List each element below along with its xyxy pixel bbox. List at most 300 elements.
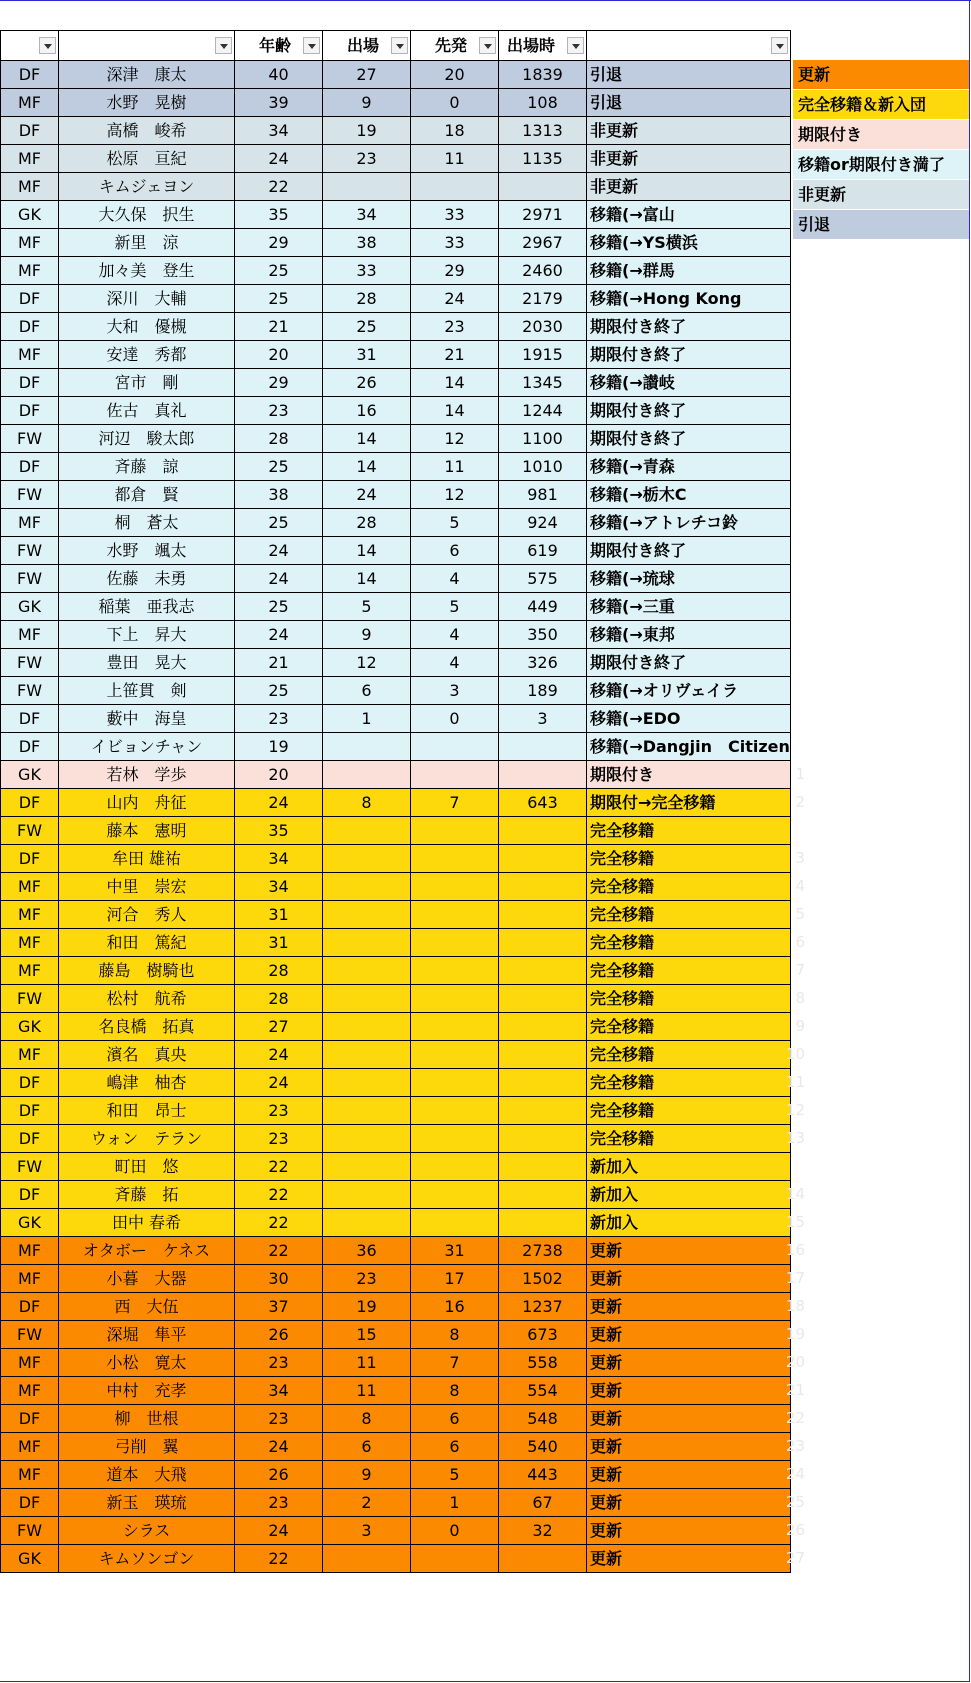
cell-starts[interactable] bbox=[411, 761, 499, 789]
cell-appearances[interactable]: 23 bbox=[323, 145, 411, 173]
cell-age[interactable]: 23 bbox=[235, 1097, 323, 1125]
cell-age[interactable]: 34 bbox=[235, 117, 323, 145]
cell-player-name[interactable]: 西 大伍 bbox=[59, 1293, 235, 1321]
cell-age[interactable]: 28 bbox=[235, 425, 323, 453]
cell-appearances[interactable]: 34 bbox=[323, 201, 411, 229]
cell-starts[interactable]: 24 bbox=[411, 285, 499, 313]
cell-starts[interactable]: 1 bbox=[411, 1489, 499, 1517]
cell-position[interactable]: MF bbox=[1, 1237, 59, 1265]
cell-status[interactable] bbox=[587, 425, 791, 453]
cell-player-name[interactable]: 佐藤 未勇 bbox=[59, 565, 235, 593]
cell-age[interactable]: 25 bbox=[235, 509, 323, 537]
filter-dropdown-button[interactable] bbox=[215, 37, 232, 54]
cell-status[interactable] bbox=[587, 257, 791, 285]
cell-player-name[interactable]: 町田 悠 bbox=[59, 1153, 235, 1181]
cell-position[interactable]: DF bbox=[1, 117, 59, 145]
cell-age[interactable]: 21 bbox=[235, 649, 323, 677]
cell-age[interactable]: 29 bbox=[235, 369, 323, 397]
cell-player-name[interactable]: 大久保 択生 bbox=[59, 201, 235, 229]
cell-appearances[interactable]: 11 bbox=[323, 1349, 411, 1377]
cell-starts[interactable]: 8 bbox=[411, 1377, 499, 1405]
cell-player-name[interactable]: 柳 世根 bbox=[59, 1405, 235, 1433]
cell-player-name[interactable]: 藤本 憲明 bbox=[59, 817, 235, 845]
cell-age[interactable]: 25 bbox=[235, 677, 323, 705]
cell-starts[interactable]: 11 bbox=[411, 453, 499, 481]
cell-status[interactable] bbox=[587, 1293, 791, 1321]
cell-status[interactable] bbox=[587, 593, 791, 621]
cell-minutes[interactable] bbox=[499, 985, 587, 1013]
cell-starts[interactable] bbox=[411, 1097, 499, 1125]
cell-status[interactable] bbox=[587, 705, 791, 733]
cell-position[interactable]: DF bbox=[1, 1069, 59, 1097]
cell-minutes[interactable]: 350 bbox=[499, 621, 587, 649]
cell-position[interactable]: MF bbox=[1, 901, 59, 929]
cell-age[interactable]: 21 bbox=[235, 313, 323, 341]
cell-minutes[interactable]: 924 bbox=[499, 509, 587, 537]
cell-position[interactable]: GK bbox=[1, 593, 59, 621]
cell-starts[interactable]: 6 bbox=[411, 537, 499, 565]
cell-minutes[interactable]: 32 bbox=[499, 1517, 587, 1545]
cell-minutes[interactable]: 981 bbox=[499, 481, 587, 509]
cell-status[interactable] bbox=[587, 173, 791, 201]
cell-starts[interactable]: 4 bbox=[411, 649, 499, 677]
filter-dropdown-button[interactable] bbox=[567, 37, 584, 54]
cell-appearances[interactable]: 1 bbox=[323, 705, 411, 733]
cell-player-name[interactable]: オタボー ケネス bbox=[59, 1237, 235, 1265]
cell-starts[interactable]: 23 bbox=[411, 313, 499, 341]
cell-player-name[interactable]: キムソンゴン bbox=[59, 1545, 235, 1573]
cell-starts[interactable]: 31 bbox=[411, 1237, 499, 1265]
cell-minutes[interactable] bbox=[499, 1125, 587, 1153]
cell-status[interactable] bbox=[587, 285, 791, 313]
cell-position[interactable]: GK bbox=[1, 1209, 59, 1237]
cell-position[interactable]: GK bbox=[1, 1013, 59, 1041]
cell-status[interactable] bbox=[587, 1545, 791, 1573]
cell-appearances[interactable] bbox=[323, 1041, 411, 1069]
cell-starts[interactable] bbox=[411, 957, 499, 985]
cell-player-name[interactable]: ウォン テラン bbox=[59, 1125, 235, 1153]
cell-appearances[interactable]: 5 bbox=[323, 593, 411, 621]
cell-minutes[interactable]: 1839 bbox=[499, 61, 587, 89]
cell-starts[interactable]: 4 bbox=[411, 565, 499, 593]
cell-player-name[interactable]: 河辺 駿太郎 bbox=[59, 425, 235, 453]
cell-status[interactable] bbox=[587, 537, 791, 565]
cell-starts[interactable]: 3 bbox=[411, 677, 499, 705]
cell-player-name[interactable]: 若林 学歩 bbox=[59, 761, 235, 789]
cell-appearances[interactable] bbox=[323, 1013, 411, 1041]
cell-minutes[interactable]: 108 bbox=[499, 89, 587, 117]
cell-status[interactable] bbox=[587, 341, 791, 369]
cell-appearances[interactable]: 16 bbox=[323, 397, 411, 425]
cell-age[interactable]: 25 bbox=[235, 285, 323, 313]
cell-status[interactable] bbox=[587, 369, 791, 397]
cell-position[interactable]: GK bbox=[1, 201, 59, 229]
cell-appearances[interactable] bbox=[323, 1097, 411, 1125]
cell-minutes[interactable]: 67 bbox=[499, 1489, 587, 1517]
cell-starts[interactable] bbox=[411, 1041, 499, 1069]
cell-position[interactable]: DF bbox=[1, 789, 59, 817]
cell-appearances[interactable]: 31 bbox=[323, 341, 411, 369]
cell-player-name[interactable]: キムジェヨン bbox=[59, 173, 235, 201]
cell-starts[interactable] bbox=[411, 1181, 499, 1209]
cell-starts[interactable]: 20 bbox=[411, 61, 499, 89]
cell-starts[interactable] bbox=[411, 1545, 499, 1573]
cell-position[interactable]: DF bbox=[1, 397, 59, 425]
cell-minutes[interactable] bbox=[499, 173, 587, 201]
cell-starts[interactable]: 4 bbox=[411, 621, 499, 649]
cell-starts[interactable]: 16 bbox=[411, 1293, 499, 1321]
cell-status[interactable] bbox=[587, 649, 791, 677]
cell-appearances[interactable]: 2 bbox=[323, 1489, 411, 1517]
cell-minutes[interactable] bbox=[499, 957, 587, 985]
cell-minutes[interactable]: 2179 bbox=[499, 285, 587, 313]
cell-appearances[interactable]: 14 bbox=[323, 425, 411, 453]
cell-starts[interactable] bbox=[411, 733, 499, 761]
cell-position[interactable]: MF bbox=[1, 1265, 59, 1293]
cell-player-name[interactable]: 都倉 賢 bbox=[59, 481, 235, 509]
cell-minutes[interactable] bbox=[499, 1041, 587, 1069]
cell-status[interactable] bbox=[587, 1517, 791, 1545]
cell-status[interactable] bbox=[587, 313, 791, 341]
cell-position[interactable]: MF bbox=[1, 929, 59, 957]
cell-position[interactable]: MF bbox=[1, 873, 59, 901]
cell-starts[interactable]: 29 bbox=[411, 257, 499, 285]
cell-age[interactable]: 24 bbox=[235, 1041, 323, 1069]
cell-age[interactable]: 37 bbox=[235, 1293, 323, 1321]
cell-age[interactable]: 28 bbox=[235, 957, 323, 985]
cell-status[interactable] bbox=[587, 1237, 791, 1265]
cell-player-name[interactable]: 加々美 登生 bbox=[59, 257, 235, 285]
cell-appearances[interactable] bbox=[323, 957, 411, 985]
cell-position[interactable]: DF bbox=[1, 1097, 59, 1125]
cell-minutes[interactable]: 673 bbox=[499, 1321, 587, 1349]
cell-position[interactable]: DF bbox=[1, 705, 59, 733]
cell-player-name[interactable]: 稲葉 亜我志 bbox=[59, 593, 235, 621]
cell-player-name[interactable]: 新玉 瑛琉 bbox=[59, 1489, 235, 1517]
cell-player-name[interactable]: 濱名 真央 bbox=[59, 1041, 235, 1069]
cell-starts[interactable]: 17 bbox=[411, 1265, 499, 1293]
cell-age[interactable]: 22 bbox=[235, 1181, 323, 1209]
cell-player-name[interactable]: 藤島 樹騎也 bbox=[59, 957, 235, 985]
cell-position[interactable]: DF bbox=[1, 285, 59, 313]
cell-position[interactable]: FW bbox=[1, 565, 59, 593]
cell-minutes[interactable]: 1010 bbox=[499, 453, 587, 481]
cell-appearances[interactable]: 26 bbox=[323, 369, 411, 397]
cell-starts[interactable] bbox=[411, 1013, 499, 1041]
cell-minutes[interactable]: 548 bbox=[499, 1405, 587, 1433]
cell-appearances[interactable] bbox=[323, 733, 411, 761]
cell-age[interactable]: 23 bbox=[235, 1405, 323, 1433]
cell-age[interactable]: 26 bbox=[235, 1321, 323, 1349]
cell-starts[interactable] bbox=[411, 873, 499, 901]
cell-age[interactable]: 22 bbox=[235, 1153, 323, 1181]
cell-appearances[interactable]: 14 bbox=[323, 565, 411, 593]
cell-player-name[interactable]: 中村 充孝 bbox=[59, 1377, 235, 1405]
cell-status[interactable] bbox=[587, 229, 791, 257]
cell-age[interactable]: 23 bbox=[235, 1489, 323, 1517]
cell-position[interactable]: FW bbox=[1, 1517, 59, 1545]
cell-player-name[interactable]: 高橋 峻希 bbox=[59, 117, 235, 145]
cell-minutes[interactable]: 643 bbox=[499, 789, 587, 817]
cell-age[interactable]: 25 bbox=[235, 453, 323, 481]
cell-status[interactable] bbox=[587, 1125, 791, 1153]
cell-status[interactable] bbox=[587, 761, 791, 789]
cell-position[interactable]: MF bbox=[1, 1349, 59, 1377]
cell-player-name[interactable]: 名良橋 拓真 bbox=[59, 1013, 235, 1041]
cell-player-name[interactable]: 牟田 雄祐 bbox=[59, 845, 235, 873]
cell-starts[interactable]: 11 bbox=[411, 145, 499, 173]
cell-position[interactable]: MF bbox=[1, 257, 59, 285]
cell-player-name[interactable]: 河合 秀人 bbox=[59, 901, 235, 929]
cell-minutes[interactable] bbox=[499, 1153, 587, 1181]
cell-status[interactable] bbox=[587, 453, 791, 481]
cell-appearances[interactable] bbox=[323, 929, 411, 957]
cell-status[interactable] bbox=[587, 1489, 791, 1517]
cell-age[interactable]: 35 bbox=[235, 817, 323, 845]
cell-appearances[interactable]: 38 bbox=[323, 229, 411, 257]
cell-appearances[interactable] bbox=[323, 901, 411, 929]
cell-status[interactable] bbox=[587, 1041, 791, 1069]
cell-player-name[interactable]: 田中 春希 bbox=[59, 1209, 235, 1237]
cell-age[interactable]: 40 bbox=[235, 61, 323, 89]
cell-minutes[interactable]: 2967 bbox=[499, 229, 587, 257]
cell-status[interactable] bbox=[587, 621, 791, 649]
cell-status[interactable] bbox=[587, 1321, 791, 1349]
cell-position[interactable]: FW bbox=[1, 1321, 59, 1349]
cell-minutes[interactable] bbox=[499, 1545, 587, 1573]
cell-position[interactable]: FW bbox=[1, 537, 59, 565]
cell-appearances[interactable] bbox=[323, 1153, 411, 1181]
cell-player-name[interactable]: 和田 昂士 bbox=[59, 1097, 235, 1125]
cell-position[interactable]: DF bbox=[1, 313, 59, 341]
cell-status[interactable] bbox=[587, 1433, 791, 1461]
cell-minutes[interactable]: 3 bbox=[499, 705, 587, 733]
cell-minutes[interactable] bbox=[499, 1209, 587, 1237]
cell-status[interactable] bbox=[587, 985, 791, 1013]
cell-age[interactable]: 19 bbox=[235, 733, 323, 761]
cell-starts[interactable] bbox=[411, 845, 499, 873]
cell-appearances[interactable] bbox=[323, 1209, 411, 1237]
cell-starts[interactable]: 21 bbox=[411, 341, 499, 369]
cell-age[interactable]: 25 bbox=[235, 593, 323, 621]
cell-age[interactable]: 38 bbox=[235, 481, 323, 509]
cell-appearances[interactable]: 9 bbox=[323, 621, 411, 649]
cell-starts[interactable]: 0 bbox=[411, 705, 499, 733]
cell-position[interactable]: DF bbox=[1, 369, 59, 397]
cell-minutes[interactable]: 443 bbox=[499, 1461, 587, 1489]
cell-position[interactable]: MF bbox=[1, 957, 59, 985]
cell-starts[interactable] bbox=[411, 817, 499, 845]
cell-appearances[interactable]: 14 bbox=[323, 537, 411, 565]
cell-starts[interactable]: 33 bbox=[411, 201, 499, 229]
cell-age[interactable]: 30 bbox=[235, 1265, 323, 1293]
cell-age[interactable]: 24 bbox=[235, 1517, 323, 1545]
cell-appearances[interactable]: 25 bbox=[323, 313, 411, 341]
cell-player-name[interactable]: 宮市 剛 bbox=[59, 369, 235, 397]
filter-dropdown-button[interactable] bbox=[303, 37, 320, 54]
cell-status[interactable] bbox=[587, 1097, 791, 1125]
cell-position[interactable]: MF bbox=[1, 173, 59, 201]
cell-status[interactable] bbox=[587, 1013, 791, 1041]
cell-position[interactable]: GK bbox=[1, 761, 59, 789]
cell-status[interactable] bbox=[587, 117, 791, 145]
cell-age[interactable]: 22 bbox=[235, 173, 323, 201]
cell-status[interactable] bbox=[587, 61, 791, 89]
cell-status[interactable] bbox=[587, 1405, 791, 1433]
cell-player-name[interactable]: 嶋津 柚杏 bbox=[59, 1069, 235, 1097]
cell-starts[interactable] bbox=[411, 1069, 499, 1097]
cell-status[interactable] bbox=[587, 873, 791, 901]
cell-player-name[interactable]: 深川 大輔 bbox=[59, 285, 235, 313]
cell-player-name[interactable]: 安達 秀都 bbox=[59, 341, 235, 369]
cell-age[interactable]: 29 bbox=[235, 229, 323, 257]
cell-starts[interactable]: 7 bbox=[411, 789, 499, 817]
cell-age[interactable]: 34 bbox=[235, 1377, 323, 1405]
cell-age[interactable]: 20 bbox=[235, 761, 323, 789]
cell-minutes[interactable]: 1244 bbox=[499, 397, 587, 425]
cell-age[interactable]: 23 bbox=[235, 705, 323, 733]
cell-starts[interactable]: 6 bbox=[411, 1405, 499, 1433]
cell-position[interactable]: MF bbox=[1, 509, 59, 537]
cell-player-name[interactable]: 深津 康太 bbox=[59, 61, 235, 89]
cell-position[interactable]: FW bbox=[1, 649, 59, 677]
filter-dropdown-button[interactable] bbox=[479, 37, 496, 54]
cell-player-name[interactable]: 大和 優槻 bbox=[59, 313, 235, 341]
cell-minutes[interactable]: 2460 bbox=[499, 257, 587, 285]
cell-position[interactable]: DF bbox=[1, 1489, 59, 1517]
cell-minutes[interactable]: 540 bbox=[499, 1433, 587, 1461]
cell-position[interactable]: GK bbox=[1, 1545, 59, 1573]
cell-appearances[interactable] bbox=[323, 761, 411, 789]
cell-position[interactable]: MF bbox=[1, 229, 59, 257]
cell-player-name[interactable]: 深堀 隼平 bbox=[59, 1321, 235, 1349]
cell-age[interactable]: 24 bbox=[235, 621, 323, 649]
cell-status[interactable] bbox=[587, 1377, 791, 1405]
cell-starts[interactable]: 18 bbox=[411, 117, 499, 145]
cell-player-name[interactable]: 新里 涼 bbox=[59, 229, 235, 257]
cell-minutes[interactable]: 2030 bbox=[499, 313, 587, 341]
cell-starts[interactable] bbox=[411, 929, 499, 957]
cell-status[interactable] bbox=[587, 1209, 791, 1237]
cell-age[interactable]: 24 bbox=[235, 565, 323, 593]
cell-starts[interactable]: 6 bbox=[411, 1433, 499, 1461]
cell-appearances[interactable]: 19 bbox=[323, 1293, 411, 1321]
cell-starts[interactable]: 14 bbox=[411, 397, 499, 425]
cell-position[interactable]: MF bbox=[1, 621, 59, 649]
cell-player-name[interactable]: 小松 寛太 bbox=[59, 1349, 235, 1377]
cell-player-name[interactable]: シラス bbox=[59, 1517, 235, 1545]
cell-minutes[interactable]: 449 bbox=[499, 593, 587, 621]
cell-starts[interactable] bbox=[411, 1153, 499, 1181]
cell-position[interactable]: MF bbox=[1, 1041, 59, 1069]
cell-minutes[interactable]: 1502 bbox=[499, 1265, 587, 1293]
cell-position[interactable]: MF bbox=[1, 1377, 59, 1405]
cell-status[interactable] bbox=[587, 677, 791, 705]
cell-player-name[interactable]: 佐古 真礼 bbox=[59, 397, 235, 425]
cell-age[interactable]: 34 bbox=[235, 873, 323, 901]
cell-position[interactable]: FW bbox=[1, 481, 59, 509]
cell-appearances[interactable] bbox=[323, 985, 411, 1013]
cell-appearances[interactable]: 8 bbox=[323, 789, 411, 817]
cell-minutes[interactable]: 1135 bbox=[499, 145, 587, 173]
cell-appearances[interactable] bbox=[323, 845, 411, 873]
cell-starts[interactable]: 14 bbox=[411, 369, 499, 397]
cell-appearances[interactable]: 11 bbox=[323, 1377, 411, 1405]
cell-position[interactable]: FW bbox=[1, 677, 59, 705]
cell-age[interactable]: 22 bbox=[235, 1237, 323, 1265]
cell-position[interactable]: MF bbox=[1, 341, 59, 369]
cell-appearances[interactable] bbox=[323, 817, 411, 845]
cell-age[interactable]: 20 bbox=[235, 341, 323, 369]
cell-position[interactable]: DF bbox=[1, 845, 59, 873]
cell-status[interactable] bbox=[587, 1461, 791, 1489]
cell-starts[interactable] bbox=[411, 1125, 499, 1153]
cell-minutes[interactable] bbox=[499, 873, 587, 901]
cell-player-name[interactable]: 藪中 海皇 bbox=[59, 705, 235, 733]
cell-player-name[interactable]: 豊田 晃大 bbox=[59, 649, 235, 677]
cell-minutes[interactable] bbox=[499, 1069, 587, 1097]
cell-position[interactable]: DF bbox=[1, 1293, 59, 1321]
cell-appearances[interactable]: 23 bbox=[323, 1265, 411, 1293]
cell-age[interactable]: 22 bbox=[235, 1545, 323, 1573]
cell-player-name[interactable]: 松村 航希 bbox=[59, 985, 235, 1013]
cell-position[interactable]: DF bbox=[1, 1125, 59, 1153]
cell-appearances[interactable] bbox=[323, 1125, 411, 1153]
cell-appearances[interactable]: 14 bbox=[323, 453, 411, 481]
cell-player-name[interactable]: 下上 昇大 bbox=[59, 621, 235, 649]
cell-status[interactable] bbox=[587, 1181, 791, 1209]
cell-player-name[interactable]: 斉藤 拓 bbox=[59, 1181, 235, 1209]
cell-starts[interactable] bbox=[411, 173, 499, 201]
cell-status[interactable] bbox=[587, 1069, 791, 1097]
cell-starts[interactable]: 8 bbox=[411, 1321, 499, 1349]
cell-starts[interactable]: 0 bbox=[411, 1517, 499, 1545]
cell-status[interactable] bbox=[587, 817, 791, 845]
cell-appearances[interactable]: 12 bbox=[323, 649, 411, 677]
cell-player-name[interactable]: 水野 颯太 bbox=[59, 537, 235, 565]
cell-minutes[interactable] bbox=[499, 1181, 587, 1209]
cell-appearances[interactable] bbox=[323, 1545, 411, 1573]
cell-starts[interactable]: 5 bbox=[411, 1461, 499, 1489]
cell-age[interactable]: 22 bbox=[235, 1209, 323, 1237]
cell-minutes[interactable]: 326 bbox=[499, 649, 587, 677]
cell-minutes[interactable]: 558 bbox=[499, 1349, 587, 1377]
cell-position[interactable]: FW bbox=[1, 425, 59, 453]
cell-age[interactable]: 23 bbox=[235, 1349, 323, 1377]
cell-status[interactable] bbox=[587, 89, 791, 117]
cell-status[interactable] bbox=[587, 957, 791, 985]
cell-status[interactable] bbox=[587, 1349, 791, 1377]
cell-starts[interactable]: 5 bbox=[411, 509, 499, 537]
cell-player-name[interactable]: 中里 崇宏 bbox=[59, 873, 235, 901]
cell-minutes[interactable] bbox=[499, 817, 587, 845]
cell-appearances[interactable] bbox=[323, 1181, 411, 1209]
cell-player-name[interactable]: 桐 蒼太 bbox=[59, 509, 235, 537]
cell-appearances[interactable] bbox=[323, 173, 411, 201]
cell-minutes[interactable]: 1100 bbox=[499, 425, 587, 453]
cell-minutes[interactable]: 2738 bbox=[499, 1237, 587, 1265]
cell-status[interactable] bbox=[587, 481, 791, 509]
cell-starts[interactable]: 12 bbox=[411, 481, 499, 509]
cell-status[interactable] bbox=[587, 201, 791, 229]
cell-status[interactable] bbox=[587, 789, 791, 817]
cell-minutes[interactable]: 1915 bbox=[499, 341, 587, 369]
cell-appearances[interactable]: 28 bbox=[323, 285, 411, 313]
cell-position[interactable]: MF bbox=[1, 89, 59, 117]
cell-minutes[interactable] bbox=[499, 1097, 587, 1125]
cell-minutes[interactable] bbox=[499, 733, 587, 761]
cell-age[interactable]: 24 bbox=[235, 1433, 323, 1461]
